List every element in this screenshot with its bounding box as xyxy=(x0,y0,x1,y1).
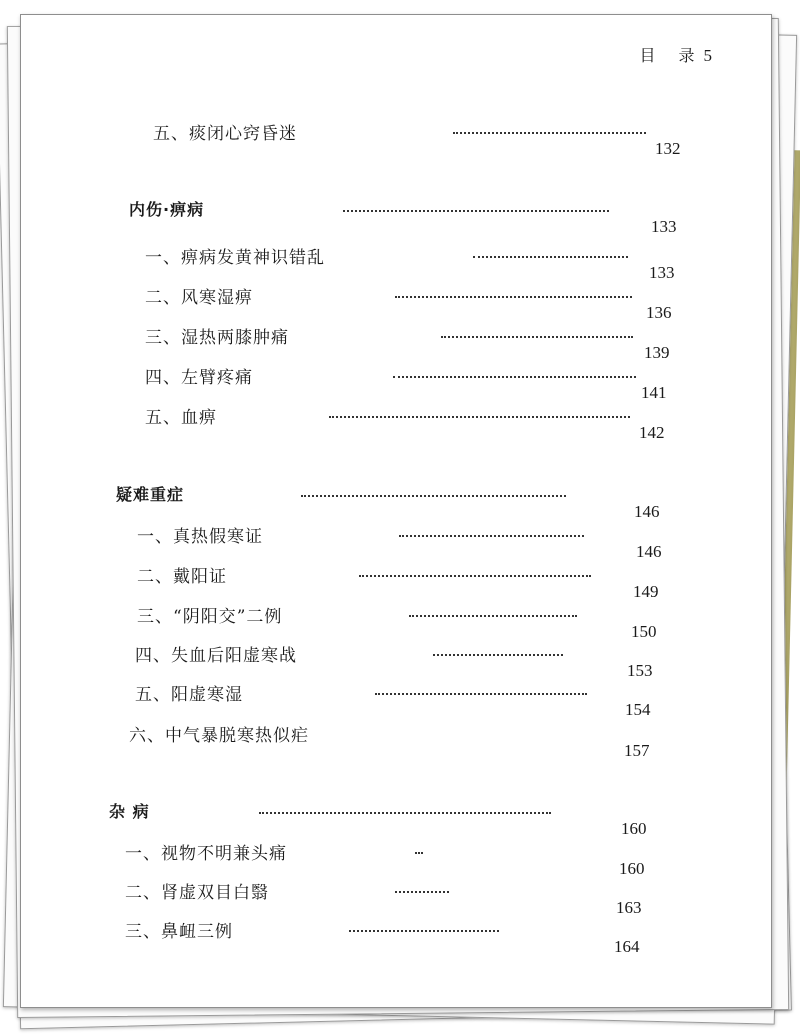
toc-entry[interactable] xyxy=(145,323,765,363)
toc-entry[interactable] xyxy=(137,522,757,562)
toc-page-number: 153 xyxy=(627,661,653,680)
dot-leader xyxy=(441,336,633,338)
dot-leader xyxy=(433,654,563,656)
toc-page-number: 157 xyxy=(624,741,650,760)
toc-page-number: 146 xyxy=(634,502,660,521)
toc-page-number: 132 xyxy=(655,139,681,158)
dot-leader xyxy=(399,535,584,537)
toc-entry[interactable] xyxy=(125,878,745,918)
toc-section-heading[interactable] xyxy=(109,799,729,839)
toc-page-number: 163 xyxy=(616,898,642,917)
toc-entry[interactable] xyxy=(135,680,755,720)
toc-entry-title: 四、左臂疼痛 xyxy=(145,368,253,388)
toc-entry-title: 杂 病 xyxy=(109,802,150,821)
toc-page-number: 149 xyxy=(633,582,659,601)
toc-page-number: 146 xyxy=(636,542,662,561)
toc-entry-title: 一、痹病发黄神识错乱 xyxy=(145,248,325,268)
toc-entry[interactable] xyxy=(137,602,757,642)
toc-page-number: 150 xyxy=(631,622,657,641)
toc-page-number: 154 xyxy=(625,700,651,719)
toc-entry-title: 四、失血后阳虚寒战 xyxy=(135,646,297,666)
toc-entry[interactable] xyxy=(145,243,765,283)
running-header xyxy=(639,43,713,66)
dot-leader xyxy=(329,416,630,418)
toc-section-heading[interactable] xyxy=(116,482,736,522)
dot-leader xyxy=(395,296,632,298)
dot-leader xyxy=(349,930,499,932)
toc-entry-title: 疑难重症 xyxy=(116,485,185,504)
toc-entry-title: 二、肾虚双目白翳 xyxy=(125,883,269,903)
toc-page-number: 133 xyxy=(651,217,677,236)
dot-leader xyxy=(409,615,577,617)
header-title-part2: 录 xyxy=(678,46,696,65)
dot-leader xyxy=(453,132,646,134)
toc-page-number: 164 xyxy=(614,937,640,956)
header-page-number: 5 xyxy=(703,46,713,65)
toc-entry-title: 五、痰闭心窍昏迷 xyxy=(153,124,297,144)
dot-leader xyxy=(395,891,449,893)
toc-entry[interactable] xyxy=(125,839,745,879)
dot-leader xyxy=(259,812,551,814)
toc-entry[interactable] xyxy=(129,721,749,761)
toc-page-number: 139 xyxy=(644,343,670,362)
dot-leader xyxy=(301,495,566,497)
toc-entry[interactable] xyxy=(135,641,755,681)
dot-leader xyxy=(393,376,636,378)
toc-entry[interactable] xyxy=(145,363,765,403)
toc-entry-title: 二、戴阳证 xyxy=(137,567,227,587)
toc-page xyxy=(20,14,772,1008)
header-title-part1: 目 xyxy=(639,46,657,65)
toc-entry-title: 六、中气暴脱寒热似疟 xyxy=(129,726,309,746)
toc-entry-title: 五、血痹 xyxy=(145,408,217,428)
dot-leader xyxy=(343,210,609,212)
toc-entry[interactable] xyxy=(153,119,772,159)
dot-leader xyxy=(473,256,628,258)
dot-leader xyxy=(415,852,423,854)
toc-entry-title: 一、视物不明兼头痛 xyxy=(125,844,287,864)
toc-page-number: 136 xyxy=(646,303,672,322)
toc-entry-title: 内伤·痹病 xyxy=(129,200,205,219)
toc-page-number: 142 xyxy=(639,423,665,442)
dot-leader xyxy=(375,693,587,695)
toc-entry-title: 三、湿热两膝肿痛 xyxy=(145,328,289,348)
toc-entry-title: 三、鼻衄三例 xyxy=(125,922,233,942)
toc-page-number: 133 xyxy=(649,263,675,282)
toc-entry[interactable] xyxy=(137,562,757,602)
toc-entry[interactable] xyxy=(145,403,765,443)
toc-entry-title: 五、阳虚寒湿 xyxy=(135,685,243,705)
toc-page-number: 141 xyxy=(641,383,667,402)
toc-entry-title: 一、真热假寒证 xyxy=(137,527,263,547)
toc-section-heading[interactable] xyxy=(129,197,749,237)
toc-entry[interactable] xyxy=(145,283,765,323)
toc-page-number: 160 xyxy=(621,819,647,838)
dot-leader xyxy=(359,575,591,577)
toc-entry-title: 三、“阴阳交”二例 xyxy=(137,607,283,627)
toc-entry-title: 二、风寒湿痹 xyxy=(145,288,253,308)
toc-page-number: 160 xyxy=(619,859,645,878)
toc-entry[interactable] xyxy=(125,917,745,957)
